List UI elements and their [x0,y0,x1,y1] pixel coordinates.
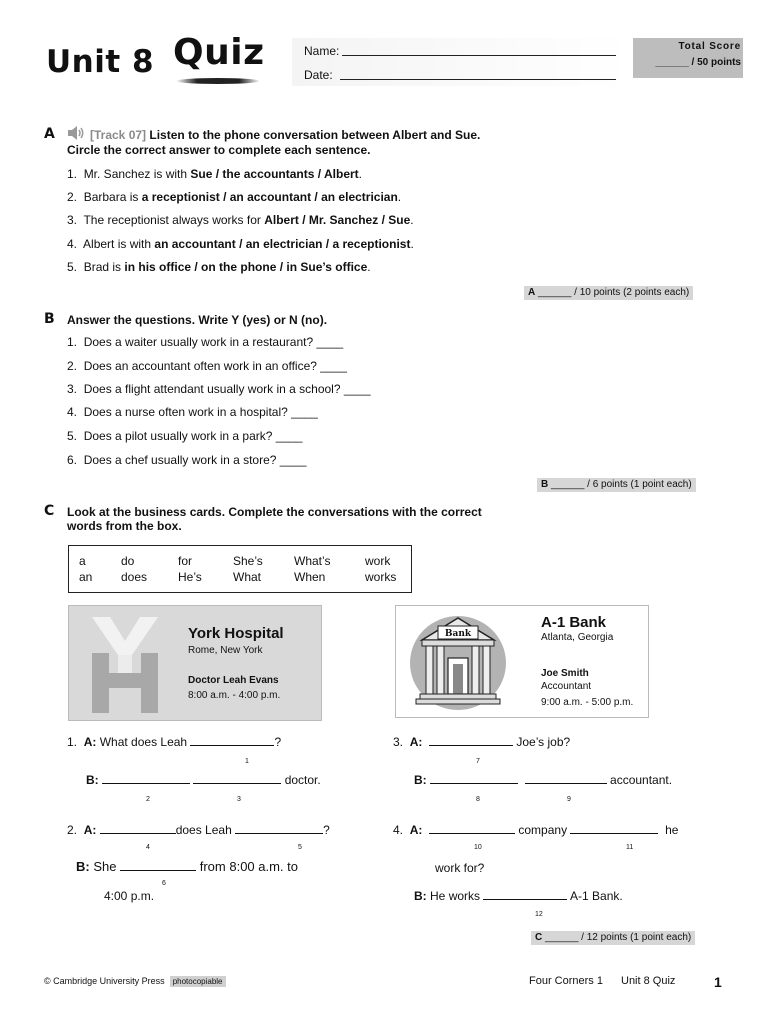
blank-number: 5 [298,844,302,851]
word-box-word: She’s [233,554,263,568]
answer-choices[interactable]: Sue / the accountants / Albert [190,167,359,181]
total-score-value: ______ / 50 points [655,57,741,68]
bank-sign: Bank [444,629,472,639]
card1-hours: 8:00 a.m. - 4:00 p.m. [188,690,281,701]
card1-person: Doctor Leah Evans [188,675,279,686]
answer-choices[interactable]: Albert / Mr. Sanchez / Sue [264,213,411,227]
conversation-4-a: 4. A: company he [393,823,679,837]
section-b-points: B ______ / 6 points (1 point each) [537,478,696,492]
section-b-instruction: Answer the questions. Write Y (yes) or N (no). [67,313,328,327]
blank-number: 8 [476,796,480,803]
quiz-title: Quiz [173,32,265,73]
answer-blank[interactable] [193,773,281,784]
page-number: 1 [714,974,722,990]
card2-role: Accountant [541,681,592,692]
section-a-letter: A [44,126,55,142]
blank-number: 7 [476,758,480,765]
unit-title: Unit 8 [46,44,155,80]
section-a-instruction-2: Circle the correct answer to complete each sentence. [67,143,371,157]
answer-choices[interactable]: a receptionist / an accountant / an electrician [141,190,398,204]
answer-blank[interactable] [570,823,658,834]
name-field[interactable] [342,55,616,56]
date-field[interactable] [340,79,616,80]
section-c-points: C ______ / 12 points (1 point each) [531,931,695,945]
word-box-word: work [365,554,391,568]
card1-title: York Hospital [188,625,284,642]
answer-blank[interactable] [429,735,513,746]
word-box-word: What [233,570,262,584]
answer-blank[interactable] [190,735,274,746]
blank-number: 9 [567,796,571,803]
word-box-word: When [294,570,326,584]
conversation-3-a: 3. A: Joe’s job? [393,735,571,749]
conversation-2-b: B: She from 8:00 a.m. to [76,859,298,874]
list-item: 5. Brad is in his office / on the phone / in Sue’s office. [67,260,371,274]
section-c-letter: C [44,503,55,519]
blank-number: 4 [146,844,150,851]
conversation-3-b: B: accountant. [414,773,673,787]
word-box-word: for [178,554,193,568]
word-box [68,545,412,593]
name-label: Name: [304,44,340,58]
blank-number: 10 [474,844,482,851]
card1-location: Rome, New York [188,645,263,656]
photocopiable-badge: photocopiable [170,976,226,987]
title-underline [176,78,260,84]
blank-number: 3 [237,796,241,803]
answer-blank[interactable] [483,889,567,900]
footer-quiz: Unit 8 Quiz [621,975,676,987]
answer-blank[interactable] [430,773,518,784]
card2-hours: 9:00 a.m. - 5:00 p.m. [541,697,634,708]
blank-number: 11 [626,844,634,851]
word-box-word: a [79,554,86,568]
section-a-points: A ______ / 10 points (2 points each) [524,286,693,300]
word-box-word: does [121,570,148,584]
card2-title: A-1 Bank [541,614,607,631]
blank-number: 6 [162,880,166,887]
card2-person: Joe Smith [541,668,589,679]
list-item: 1. Does a waiter usually work in a restaurant? ____ [67,335,344,349]
answer-choices[interactable]: in his office / on the phone / in Sue’s office [124,260,368,274]
list-item: 1. Mr. Sanchez is with Sue / the accountants / Albert. [67,167,363,181]
list-item: 4. Does a nurse often work in a hospital? ____ [67,405,318,419]
card2-location: Atlanta, Georgia [541,632,614,643]
answer-blank[interactable] [102,773,190,784]
word-box-word: an [79,570,93,584]
section-a-instruction-1: [Track 07] Listen to the phone conversation between Albert and Sue. [90,128,481,142]
list-item: 3. Does a flight attendant usually work in a school? ____ [67,382,371,396]
word-box-word: do [121,554,135,568]
total-score-title: Total Score [678,41,741,52]
blank-number: 12 [535,911,543,918]
conversation-4-b: B: He works A-1 Bank. [414,889,623,903]
conversation-2-a: 2. A: does Leah ? [67,823,330,837]
word-box-word: He’s [178,570,202,584]
bank-building-icon [408,614,508,712]
conversation-4-a-line2: work for? [435,861,485,875]
track-label: [Track 07] [90,128,147,142]
conversation-1-a: 1. A: What does Leah ? [67,735,282,749]
date-label: Date: [304,68,333,82]
blank-number: 2 [146,796,150,803]
list-item: 3. The receptionist always works for Albert / Mr. Sanchez / Sue. [67,213,414,227]
hospital-h-logo-icon [88,615,162,715]
word-box-word: What’s [294,554,331,568]
section-b-letter: B [44,311,55,327]
answer-choices[interactable]: an accountant / an electrician / a receptionist [154,237,411,251]
blank-number: 1 [245,758,249,765]
section-c-instruction-1: Look at the business cards. Complete the conversations with the correct [67,505,482,519]
conversation-1-b: B: doctor. [86,773,321,787]
list-item: 5. Does a pilot usually work in a park? ____ [67,429,303,443]
answer-blank[interactable] [100,823,176,834]
list-item: 4. Albert is with an accountant / an electrician / a receptionist. [67,237,414,251]
conversation-2-b-line2: 4:00 p.m. [104,889,155,903]
word-box-word: works [365,570,397,584]
list-item: 2. Barbara is a receptionist / an accountant / an electrician. [67,190,402,204]
list-item: 2. Does an accountant often work in an office? ____ [67,359,347,373]
answer-blank[interactable] [120,860,196,871]
list-item: 6. Does a chef usually work in a store? ____ [67,453,307,467]
footer-copyright: © Cambridge University Press photocopiable [44,976,226,986]
audio-speaker-icon[interactable] [67,125,87,141]
answer-blank[interactable] [525,773,607,784]
answer-blank[interactable] [235,823,323,834]
answer-blank[interactable] [429,823,515,834]
footer-book: Four Corners 1 [529,975,603,987]
section-c-instruction-2: words from the box. [67,519,182,533]
